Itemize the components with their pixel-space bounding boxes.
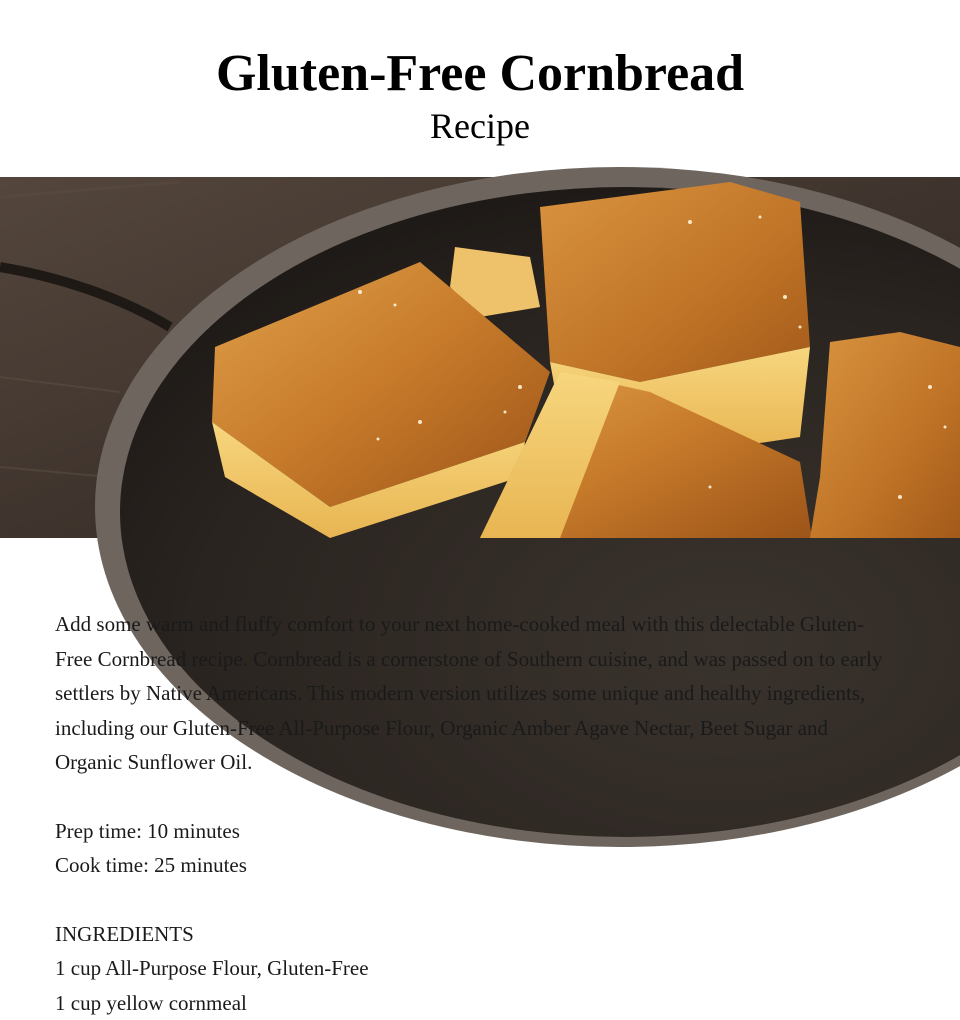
page-subtitle: Recipe: [0, 104, 960, 148]
page-title: Gluten-Free Cornbread: [0, 44, 960, 104]
hero-image: [0, 177, 960, 538]
prep-time: Prep time: 10 minutes: [55, 814, 885, 849]
cook-time: Cook time: 25 minutes: [55, 848, 885, 883]
ingredients-heading: INGREDIENTS: [55, 917, 885, 952]
ingredient-item: 1 cup yellow cornmeal: [55, 986, 885, 1020]
spacer: [55, 883, 885, 917]
recipe-header: [0, 0, 960, 148]
ingredient-item: 1 cup All-Purpose Flour, Gluten-Free: [55, 951, 885, 986]
intro-paragraph: Add some warm and fluffy comfort to your next home-cooked meal with this delectable Gluten-Free Cornbread recipe. Cornbread is a cornerstone of Southern cuisine, and was passed on to early settlers by Native Americans. This modern version utilizes some unique and healthy ingredients, including our Gluten-Free All-Purpose Flour, Organic Amber Agave Nectar, Beet Sugar and Organic Sunflower Oil.: [55, 607, 885, 780]
recipe-body: [55, 607, 885, 1020]
spacer: [55, 780, 885, 814]
